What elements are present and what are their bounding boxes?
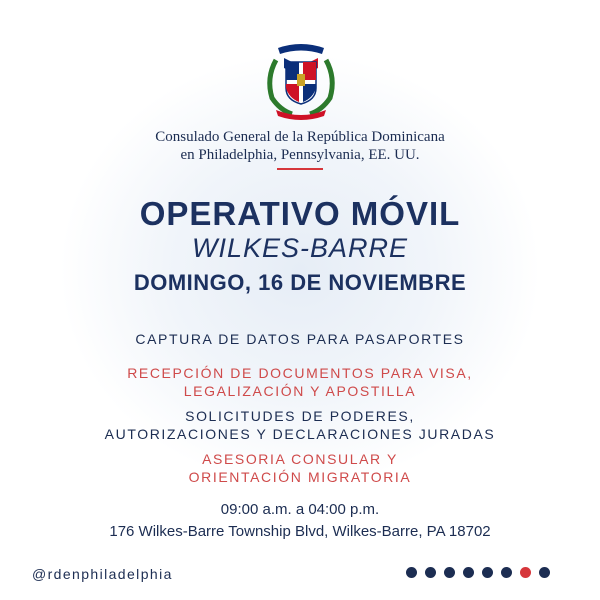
pagination-dot[interactable] [406, 567, 417, 578]
service-advice-line-1: ASESORIA CONSULAR Y [202, 451, 398, 467]
pagination-dot[interactable] [501, 567, 512, 578]
event-location: WILKES-BARRE [191, 233, 409, 263]
pagination-dot[interactable] [539, 567, 550, 578]
consulate-name-line-1: Consulado General de la República Dominicana [155, 129, 445, 145]
event-hours: 09:00 a.m. a 04:00 p.m. [220, 501, 380, 518]
motto-ribbon [278, 44, 324, 54]
service-advice-line-2: ORIENTACIÓN MIGRATORIA [188, 469, 412, 485]
pagination-dot[interactable] [463, 567, 474, 578]
service-passport: CAPTURA DE DATOS PARA PASAPORTES [135, 331, 465, 347]
pagination-dot-active[interactable] [520, 567, 531, 578]
event-title: OPERATIVO MÓVIL [139, 195, 461, 232]
event-address: 176 Wilkes-Barre Township Blvd, Wilkes-Barre, PA 18702 [109, 523, 491, 540]
divider [277, 168, 323, 170]
pagination-dot[interactable] [444, 567, 455, 578]
pagination-dot[interactable] [425, 567, 436, 578]
consulate-name-line-2: en Philadelphia, Pennsylvania, EE. UU. [180, 147, 420, 163]
service-visa-line-2: LEGALIZACIÓN Y APOSTILLA [183, 383, 417, 399]
social-handle[interactable]: @rdenphiladelphia [32, 566, 173, 582]
shield-center-book [297, 74, 305, 86]
carousel-pagination [406, 567, 550, 579]
service-visa-line-1: RECEPCIÓN DE DOCUMENTOS PARA VISA, [127, 365, 473, 381]
event-date: DOMINGO, 16 DE NOVIEMBRE [133, 270, 467, 295]
pagination-dot[interactable] [482, 567, 493, 578]
service-powers-line-2: AUTORIZACIONES Y DECLARACIONES JURADAS [104, 426, 496, 442]
service-powers-line-1: SOLICITUDES DE PODERES, [185, 408, 415, 424]
coat-of-arms-icon [262, 38, 340, 124]
